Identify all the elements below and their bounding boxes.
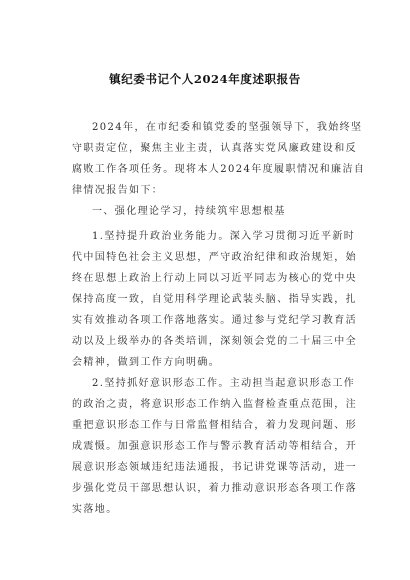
section-heading-text: 一、强化理论学习，持续筑牢思想根基 xyxy=(92,206,286,217)
paragraph-line: 腐败工作各项任务。现将本人2024年度履职情况和廉洁自 xyxy=(72,164,366,175)
paragraph-line: 实落地。 xyxy=(72,504,118,515)
paragraph-line: 代中国特色社会主义思想，严守政治纪律和政治规矩，始 xyxy=(72,252,357,263)
paragraph-line: 1.坚持提升政治业务能力。深入学习贯彻习近平新时 xyxy=(92,231,356,242)
paragraph-line: 重把意识形态工作与日常监督相结合，着力发现问题、形 xyxy=(72,420,357,431)
body-paragraph-1 xyxy=(72,226,357,373)
paragraph-line: 会精神，做到工作方向明确。 xyxy=(72,357,221,368)
paragraph-line: 保持高度一致，自觉用科学理论武装头脑、指导实践，扎 xyxy=(72,294,357,305)
body-paragraph-2 xyxy=(72,373,357,520)
document-title: 镇纪委书记个人2024年度述职报告 xyxy=(109,72,301,86)
paragraph-line: 终在思想上政治上行动上同以习近平同志为核心的党中央 xyxy=(72,273,357,284)
section-heading xyxy=(72,201,338,222)
paragraph-line: 守职责定位，聚焦主业主责，认真落实党风廉政建设和反 xyxy=(72,143,357,154)
paragraph-line: 成震慑。加强意识形态工作与警示教育活动等相结合，开 xyxy=(72,441,357,452)
paragraph-line: 实有效推动各项工作落地落实。通过参与党纪学习教育活 xyxy=(72,315,357,326)
paragraph-line: 展意识形态领域违纪违法通报，书记讲党课等活动，进一 xyxy=(72,462,357,473)
paragraph-line: 2024年，在市纪委和镇党委的坚强领导下，我始终坚 xyxy=(92,122,363,133)
paragraph-line: 律情况报告如下： xyxy=(72,185,164,196)
paragraph-line: 步强化党员干部思想认识，着力推动意识形态各项工作落 xyxy=(72,483,357,494)
paragraph-line: 的政治之责，将意识形态工作纳入监督检查重点范围，注 xyxy=(72,399,357,410)
paragraph-line: 2.坚持抓好意识形态工作。主动担当起意识形态工作 xyxy=(92,378,356,389)
paragraph-line: 动以及上级举办的各类培训，深刻领会党的二十届三中全 xyxy=(72,336,357,347)
intro-paragraph xyxy=(72,117,366,201)
